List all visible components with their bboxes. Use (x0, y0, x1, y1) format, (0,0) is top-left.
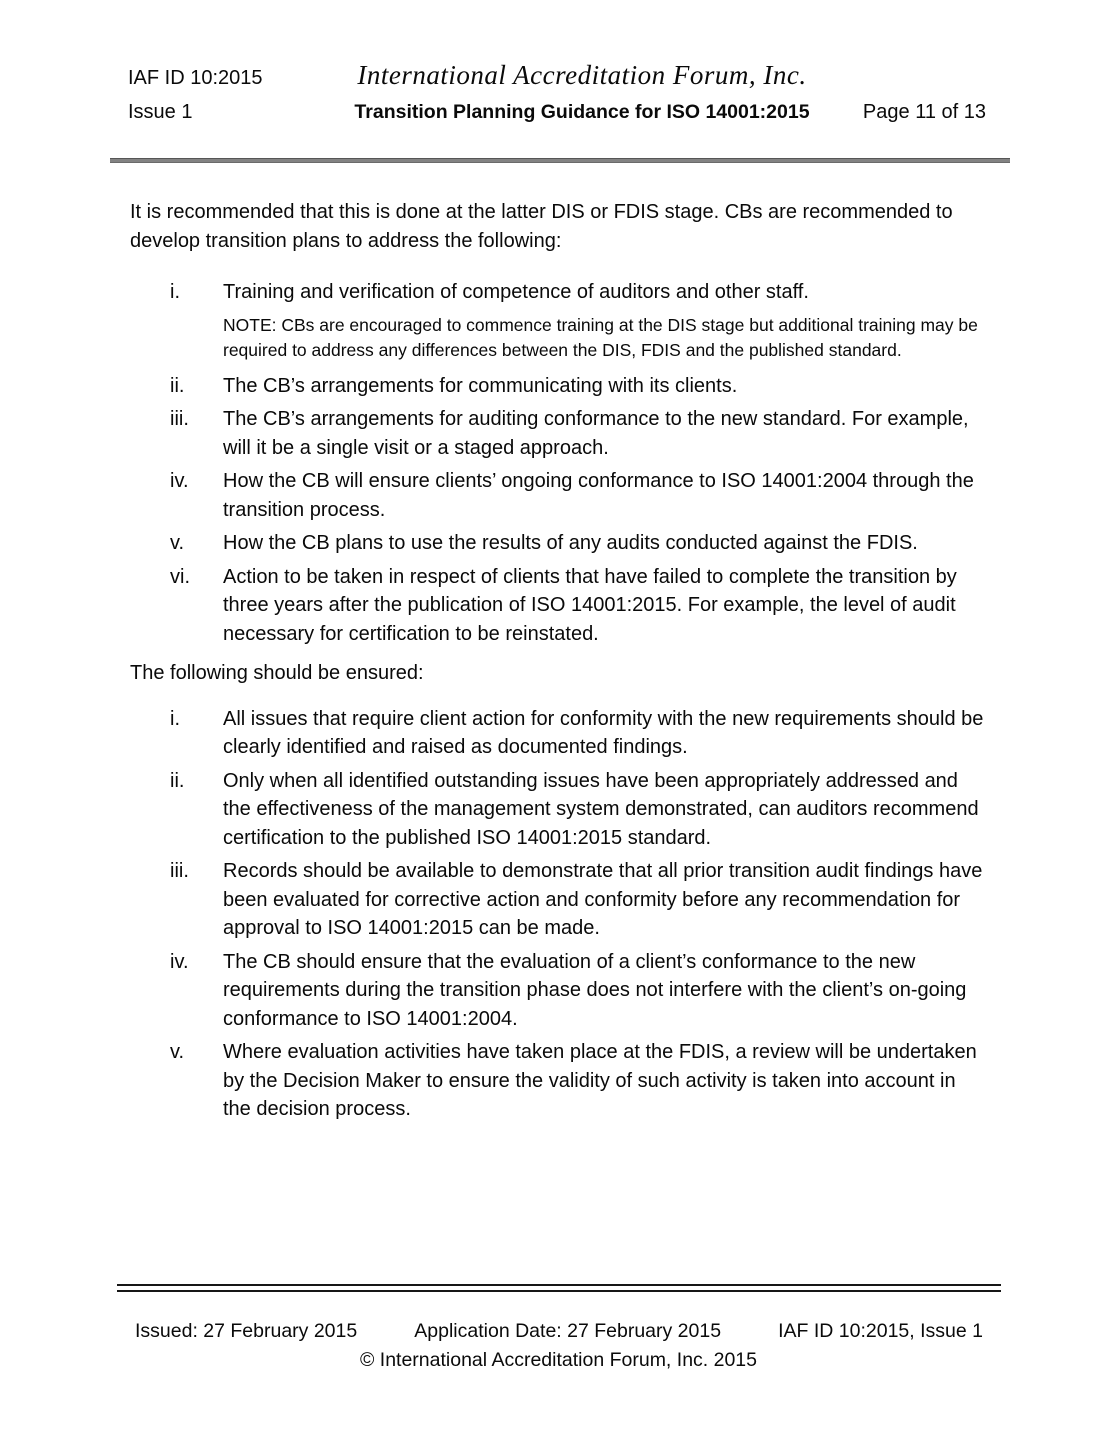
item-numeral: iii. (170, 860, 189, 882)
item-text: The CB should ensure that the evaluation of a client’s conformance to the new requirements during the transition phase does not interfere with the client’s on-going conformance to ISO 14001:2004. (223, 950, 967, 1030)
page-header (128, 60, 986, 124)
item-text: The CB’s arrangements for communicating with its clients. (223, 374, 738, 397)
ensure-list (170, 705, 987, 1124)
doc-id: IAF ID 10:2015 (128, 67, 263, 89)
list-item (170, 529, 987, 558)
doc-ref: IAF ID 10:2015, Issue 1 (778, 1320, 983, 1342)
list-item (170, 948, 987, 1034)
issued-date: Issued: 27 February 2015 (135, 1320, 358, 1342)
item-numeral: i. (170, 707, 180, 730)
transition-plan-list (170, 278, 987, 648)
item-text: The CB’s arrangements for auditing conformance to the new standard. For example, will it be a single visit or a staged approach. (223, 408, 969, 459)
item-numeral: v. (170, 532, 185, 554)
list-item (170, 563, 987, 649)
doc-title: Transition Planning Guidance for ISO 14001:2015 (354, 101, 810, 123)
header-row-2 (128, 101, 986, 124)
ensure-intro-paragraph: The following should be ensured: (130, 662, 424, 684)
item-text: Where evaluation activities have taken place at the FDIS, a review will be undertaken by the Decision Maker to ensure the validity of such activity is taken into account in the decision process. (223, 1041, 977, 1120)
item-text: How the CB will ensure clients’ ongoing conformance to ISO 14001:2004 through the transition process. (223, 470, 974, 521)
item-text: Only when all identified outstanding issues have been appropriately addressed and the effectiveness of the management system demonstrated, can auditors recommend certification to the published ISO 14001:2015 standard. (223, 769, 979, 849)
item-numeral: iii. (170, 408, 189, 430)
copyright-line: © International Accreditation Forum, Inc. 2015 (360, 1349, 757, 1371)
item-numeral: iv. (170, 950, 189, 973)
application-date: Application Date: 27 February 2015 (414, 1320, 722, 1342)
list-item (170, 467, 987, 524)
list-item (170, 767, 987, 853)
item-numeral: iv. (170, 470, 189, 492)
body-content (130, 198, 987, 1129)
header-rule (110, 158, 1010, 163)
item-numeral: ii. (170, 374, 185, 397)
list-item (170, 278, 987, 367)
list-item (170, 372, 987, 401)
page-number: Page 11 of 13 (862, 101, 986, 123)
item-numeral: v. (170, 1041, 185, 1063)
item-numeral: vi. (170, 565, 190, 588)
note-text: NOTE: CBs are encouraged to commence training at the DIS stage but additional training may be required to address any differences between the DIS, FDIS and the published standard. (223, 314, 978, 360)
item-numeral: i. (170, 281, 180, 303)
list-item (170, 705, 987, 762)
footer-row (135, 1318, 983, 1344)
org-title: International Accreditation Forum, Inc. (357, 60, 807, 90)
footer-rule (117, 1284, 1001, 1292)
intro-paragraph: It is recommended that this is done at the latter DIS or FDIS stage. CBs are recommended to develop transition plans to address the following: (130, 201, 953, 252)
item-text: How the CB plans to use the results of any audits conducted against the FDIS. (223, 532, 918, 554)
item-text: Records should be available to demonstrate that all prior transition audit findings have been evaluated for corrective action and conformity before any recommendation for approval to ISO 14001:2015 can be made. (223, 860, 983, 939)
list-item (170, 1038, 987, 1124)
list-item (170, 857, 987, 943)
item-text: Action to be taken in respect of clients that have failed to complete the transition by three years after the publication of ISO 14001:2015. For example, the level of audit necessary for certification to be reinstated. (223, 565, 957, 645)
issue-number: Issue 1 (128, 101, 193, 123)
header-row-1 (128, 60, 986, 91)
item-numeral: ii. (170, 769, 185, 792)
list-item (170, 405, 987, 462)
item-text: All issues that require client action for conformity with the new requirements should be clearly identified and raised as documented findings. (223, 707, 984, 758)
item-text: Training and verification of competence of auditors and other staff. (223, 281, 809, 303)
